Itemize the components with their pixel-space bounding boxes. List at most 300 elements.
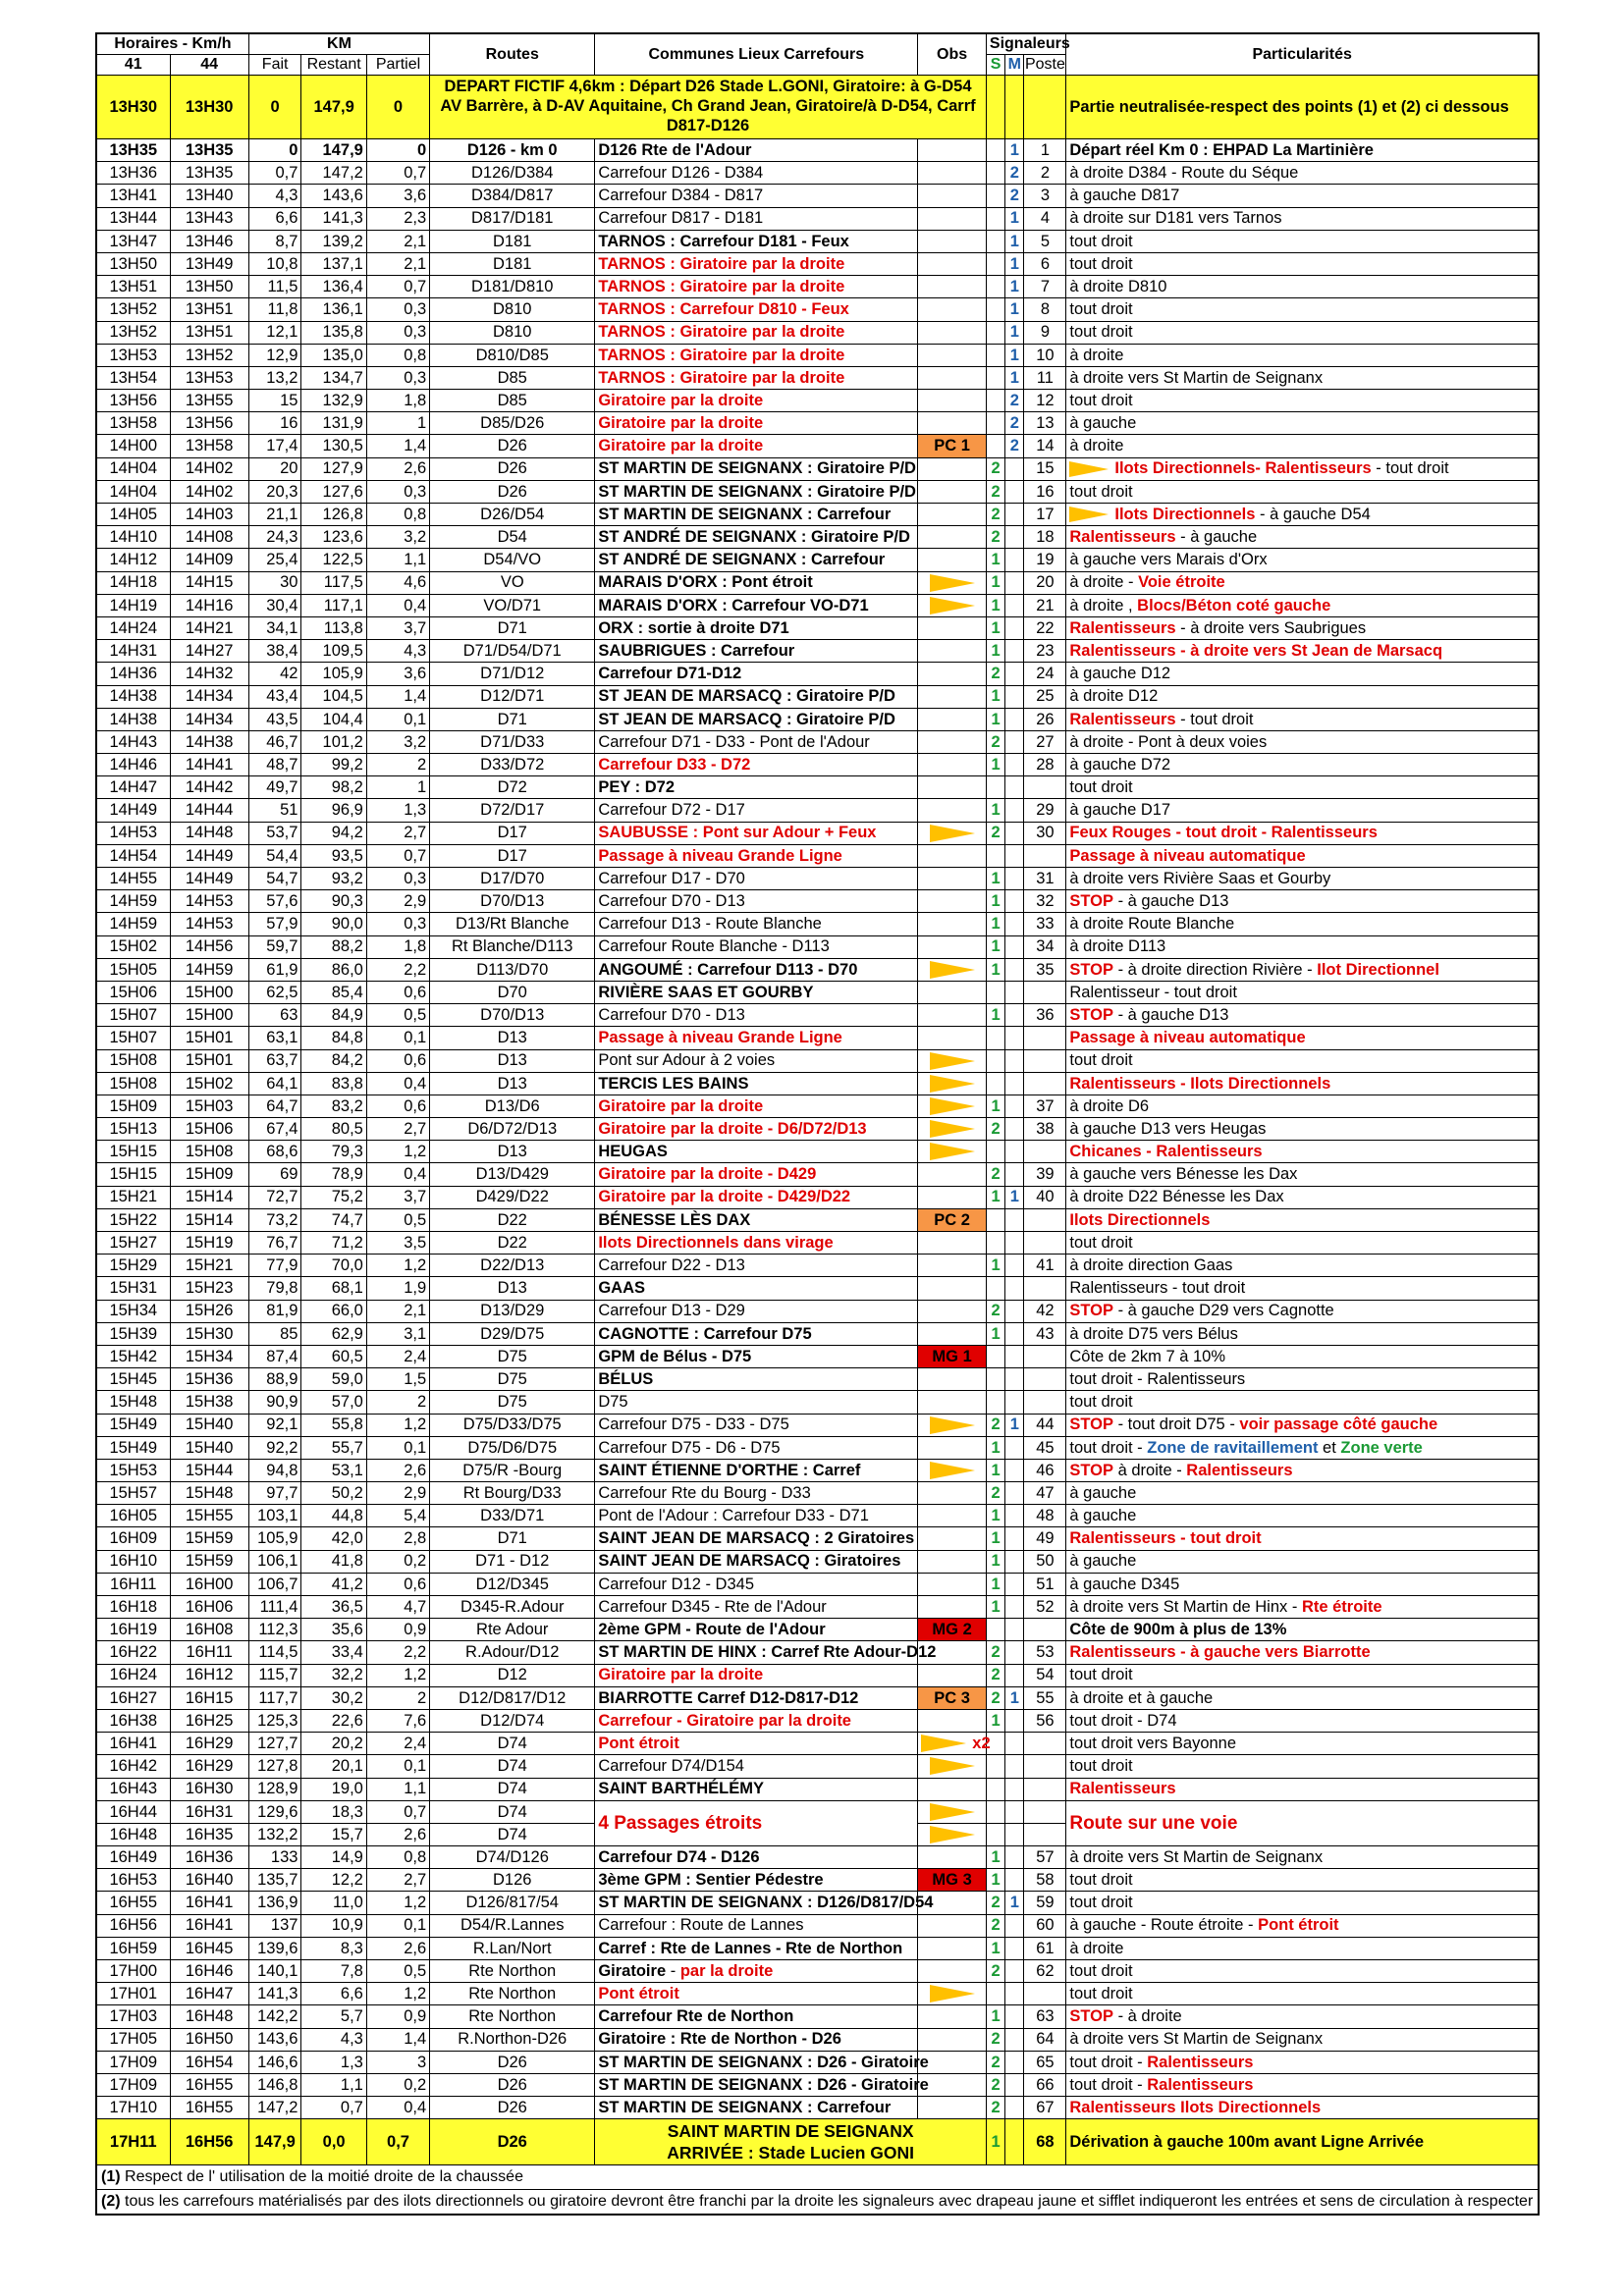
header-horaires: Horaires - Km/h [96, 33, 248, 55]
commune: Carrefour D75 - D6 - D75 [595, 1436, 918, 1459]
km-restant: 41,2 [301, 1573, 366, 1595]
km-fait: 16 [248, 412, 301, 435]
km-restant: 84,8 [301, 1027, 366, 1049]
route: D85/D26 [430, 412, 595, 435]
particularite: tout droit [1066, 1664, 1539, 1686]
signaleur-m [1005, 1505, 1024, 1527]
route: D75 [430, 1391, 595, 1414]
particularite-segment: Ralentisseurs - à gauche vers Biarrotte [1069, 1643, 1371, 1662]
signaleur-m: 2 [1005, 412, 1024, 435]
table-row [96, 776, 1539, 799]
time-44: 15H19 [170, 1232, 248, 1255]
time-41: 15H08 [96, 1049, 170, 1072]
route: Rt Blanche/D113 [430, 935, 595, 958]
time-41: 15H13 [96, 1118, 170, 1141]
route: D810/D85 [430, 344, 595, 366]
obs-cell [918, 685, 987, 708]
particularite: tout droit [1066, 230, 1539, 252]
time-44: 15H40 [170, 1414, 248, 1436]
signaleur-s: 2 [986, 2097, 1004, 2119]
km-restant: 99,2 [301, 754, 366, 776]
commune: Carrefour D33 - D72 [595, 754, 918, 776]
particularite: à gauche [1066, 1505, 1539, 1527]
route: D74/D126 [430, 1846, 595, 1869]
km-partiel: 2,4 [366, 1345, 429, 1367]
km-fait: 114,5 [248, 1641, 301, 1664]
signaleur-m: 2 [1005, 390, 1024, 412]
time-44: 15H09 [170, 1163, 248, 1186]
signaleur-s: 1 [986, 890, 1004, 913]
yellow-flag-icon [930, 1052, 975, 1070]
poste-number [1024, 1208, 1066, 1231]
time-44: 16H40 [170, 1869, 248, 1892]
route: D181 [430, 252, 595, 275]
table-row [96, 1027, 1539, 1049]
particularite: à gauche D17 [1066, 799, 1539, 822]
table-row [96, 435, 1539, 457]
km-fait: 135,7 [248, 1869, 301, 1892]
commune: Passage à niveau Grande Ligne [595, 1027, 918, 1049]
signaleur-m [1005, 890, 1024, 913]
commune: Carrefour D126 - D384 [595, 162, 918, 185]
time-41: 14H18 [96, 571, 170, 594]
obs-cell [918, 868, 987, 890]
km-fait: 105,9 [248, 1527, 301, 1550]
km-restant: 131,9 [301, 412, 366, 435]
time-41: 13H53 [96, 344, 170, 366]
signaleur-s [986, 1072, 1004, 1095]
table-row [96, 2073, 1539, 2096]
table-row [96, 1550, 1539, 1573]
time-41: 14H59 [96, 890, 170, 913]
signaleur-s: 1 [986, 1573, 1004, 1595]
km-fait: 12,1 [248, 321, 301, 344]
commune [595, 1960, 918, 1983]
commune: MARAIS D'ORX : Pont étroit [595, 571, 918, 594]
km-restant: 32,2 [301, 1664, 366, 1686]
km-partiel: 2,2 [366, 958, 429, 981]
poste-number: 49 [1024, 1527, 1066, 1550]
poste-number: 40 [1024, 1186, 1066, 1208]
obs-cell [918, 1505, 987, 1527]
km-fait: 42 [248, 663, 301, 685]
time-41: 13H47 [96, 230, 170, 252]
poste-number: 58 [1024, 1869, 1066, 1892]
particularite: tout droit [1066, 1391, 1539, 1414]
km-restant: 19,0 [301, 1778, 366, 1800]
km-partiel: 0,3 [366, 480, 429, 503]
km-restant: 70,0 [301, 1255, 366, 1277]
km-fait: 127,7 [248, 1733, 301, 1755]
poste-number: 3 [1024, 185, 1066, 207]
route: D71 [430, 616, 595, 639]
signaleur-m [1005, 640, 1024, 663]
route: D384/D817 [430, 185, 595, 207]
poste-number: 21 [1024, 594, 1066, 616]
route: VO [430, 571, 595, 594]
signaleur-s: 2 [986, 1414, 1004, 1436]
particularite: tout droit [1066, 252, 1539, 275]
direction-flag-icon [1069, 461, 1109, 477]
table-row [96, 1800, 1539, 1823]
route: D13 [430, 1072, 595, 1095]
commune: Giratoire par la droite [595, 1095, 918, 1117]
particularite [1066, 1459, 1539, 1481]
km-fait: 24,3 [248, 526, 301, 549]
table-row [96, 230, 1539, 252]
poste-number: 34 [1024, 935, 1066, 958]
time-41: 16H11 [96, 1573, 170, 1595]
route: D26 [430, 480, 595, 503]
time-41: 16H41 [96, 1733, 170, 1755]
poste-number: 1 [1024, 139, 1066, 162]
particularite: tout droit [1066, 1869, 1539, 1892]
km-fait: 63,1 [248, 1027, 301, 1049]
table-row [96, 935, 1539, 958]
km-fait: 11,5 [248, 276, 301, 298]
km-restant: 117,1 [301, 594, 366, 616]
time-44: 16H50 [170, 2028, 248, 2051]
time-44: 15H08 [170, 1141, 248, 1163]
km-fait: 20,3 [248, 480, 301, 503]
km-fait: 81,9 [248, 1300, 301, 1322]
time-44: 15H14 [170, 1208, 248, 1231]
km-restant: 132,9 [301, 390, 366, 412]
table-row [96, 1937, 1539, 1959]
commune: Giratoire par la droite [595, 435, 918, 457]
signaleur-m [1005, 1573, 1024, 1595]
particularite [1066, 571, 1539, 594]
signaleur-s: 1 [986, 1869, 1004, 1892]
km-restant: 6,6 [301, 1983, 366, 2005]
time-41: 14H00 [96, 435, 170, 457]
yellow-flag-icon [930, 1803, 975, 1821]
route: D12/D71 [430, 685, 595, 708]
particularite [1066, 1004, 1539, 1027]
route: D71 - D12 [430, 1550, 595, 1573]
time-41: 16H42 [96, 1755, 170, 1778]
poste-number: 24 [1024, 663, 1066, 685]
obs-cell [918, 276, 987, 298]
time-44: 16H41 [170, 1914, 248, 1937]
signaleur-m [1005, 504, 1024, 526]
signaleur-m [1005, 1232, 1024, 1255]
particularite: tout droit [1066, 1983, 1539, 2005]
time-44: 13H53 [170, 366, 248, 389]
km-restant: 134,7 [301, 366, 366, 389]
particularite: Départ réel Km 0 : EHPAD La Martinière [1066, 139, 1539, 162]
table-row [96, 1869, 1539, 1892]
particularite-segment: voir passage côté gauche [1239, 1415, 1438, 1434]
km-partiel: 0,3 [366, 913, 429, 935]
signaleur-m [1005, 776, 1024, 799]
particularite-segment: Voie étroite [1138, 573, 1225, 592]
km-fait: 51 [248, 799, 301, 822]
km-fait: 21,1 [248, 504, 301, 526]
km-partiel: 1,4 [366, 2028, 429, 2051]
km-restant: 94,2 [301, 822, 366, 844]
particularite: à gauche D13 vers Heugas [1066, 1118, 1539, 1141]
poste-number [1024, 1232, 1066, 1255]
km-partiel: 3,7 [366, 1186, 429, 1208]
finish-h2: 16H56 [170, 2119, 248, 2165]
time-44: 13H51 [170, 298, 248, 321]
km-fait: 57,6 [248, 890, 301, 913]
signaleur-s [986, 981, 1004, 1003]
km-fait: 63 [248, 1004, 301, 1027]
route: D13 [430, 1049, 595, 1072]
signaleur-s [986, 298, 1004, 321]
signaleur-m [1005, 1846, 1024, 1869]
km-restant: 41,8 [301, 1550, 366, 1573]
signaleur-s: 2 [986, 1892, 1004, 1914]
signaleur-s: 2 [986, 1960, 1004, 1983]
km-partiel: 0,3 [366, 298, 429, 321]
table-row [96, 526, 1539, 549]
obs-cell [918, 504, 987, 526]
signaleur-s: 1 [986, 1436, 1004, 1459]
particularite-segment: - à gauche D13 [1117, 892, 1229, 911]
particularite: à gauche vers Bénesse les Dax [1066, 1163, 1539, 1186]
signaleur-s: 1 [986, 1527, 1004, 1550]
time-44: 15H30 [170, 1322, 248, 1345]
particularite-segment: STOP [1069, 892, 1113, 911]
poste-number: 38 [1024, 1118, 1066, 1141]
route: D6/D72/D13 [430, 1118, 595, 1141]
km-partiel: 3,2 [366, 730, 429, 753]
signaleur-s [986, 1049, 1004, 1072]
route: D75/D33/D75 [430, 1414, 595, 1436]
km-partiel: 1,2 [366, 1141, 429, 1163]
route: D13/D429 [430, 1163, 595, 1186]
commune: ST ANDRÉ DE SEIGNANX : Carrefour [595, 549, 918, 571]
table-row [96, 1709, 1539, 1732]
table-row [96, 390, 1539, 412]
poste-number: 28 [1024, 754, 1066, 776]
signaleur-s [986, 344, 1004, 366]
particularite: Ralentisseur - tout droit [1066, 981, 1539, 1003]
particularite [1066, 2097, 1539, 2119]
signaleur-m [1005, 1733, 1024, 1755]
poste-number: 61 [1024, 1937, 1066, 1959]
route: D29/D75 [430, 1322, 595, 1345]
km-partiel: 2,2 [366, 1641, 429, 1664]
km-restant: 35,6 [301, 1619, 366, 1641]
particularite-segment: à droite vers St Martin de Hinx - [1069, 1597, 1302, 1616]
obs-cell [918, 1232, 987, 1255]
particularite-segment: - tout droit [1376, 459, 1449, 478]
commune: Carrefour Rte du Bourg - D33 [595, 1482, 918, 1505]
time-44: 13H52 [170, 344, 248, 366]
time-44: 13H43 [170, 207, 248, 230]
particularite: tout droit [1066, 390, 1539, 412]
km-partiel: 2,1 [366, 1300, 429, 1322]
time-44: 16H45 [170, 1937, 248, 1959]
table-row [96, 1049, 1539, 1072]
table-row [96, 1527, 1539, 1550]
signaleur-m: 2 [1005, 162, 1024, 185]
signaleur-m: 1 [1005, 1686, 1024, 1709]
signaleur-s [986, 1027, 1004, 1049]
table-row [96, 640, 1539, 663]
signaleur-m [1005, 1027, 1024, 1049]
km-fait: 115,7 [248, 1664, 301, 1686]
time-44: 14H42 [170, 776, 248, 799]
time-44: 16H30 [170, 1778, 248, 1800]
time-44: 14H16 [170, 594, 248, 616]
particularite: à gauche [1066, 412, 1539, 435]
route: D33/D72 [430, 754, 595, 776]
km-restant: 143,6 [301, 185, 366, 207]
km-fait: 139,6 [248, 1937, 301, 1959]
commune: ST MARTIN DE SEIGNANX : D126/D817/D54 [595, 1892, 918, 1914]
km-fait: 64,7 [248, 1095, 301, 1117]
time-44: 15H01 [170, 1027, 248, 1049]
commune: Pont de l'Adour : Carrefour D33 - D71 [595, 1505, 918, 1527]
km-restant: 12,2 [301, 1869, 366, 1892]
particularite [1066, 708, 1539, 730]
time-41: 14H38 [96, 708, 170, 730]
route: D12/D817/D12 [430, 1686, 595, 1709]
km-restant: 15,7 [301, 1823, 366, 1845]
km-fait: 106,7 [248, 1573, 301, 1595]
obs-cell [918, 1778, 987, 1800]
km-restant: 135,0 [301, 344, 366, 366]
particularite [1066, 1300, 1539, 1322]
time-41: 16H19 [96, 1619, 170, 1641]
poste-number: 39 [1024, 1163, 1066, 1186]
finish-s: 1 [986, 2119, 1004, 2165]
km-fait: 30,4 [248, 594, 301, 616]
table-row [96, 1686, 1539, 1709]
obs-cell [918, 344, 987, 366]
table-row [96, 663, 1539, 685]
signaleur-m [1005, 1095, 1024, 1117]
km-fait: 61,9 [248, 958, 301, 981]
signaleur-m [1005, 2097, 1024, 2119]
km-fait: 140,1 [248, 1960, 301, 1983]
route: D22/D13 [430, 1255, 595, 1277]
particularite-segment: Ralentisseurs [1069, 528, 1176, 547]
commune: TARNOS : Giratoire par la droite [595, 276, 918, 298]
table-row [96, 2028, 1539, 2051]
obs-cell [918, 1368, 987, 1391]
signaleur-s [986, 1823, 1004, 1845]
signaleur-m [1005, 1960, 1024, 1983]
particularite-segment: Ralentisseurs [1069, 1780, 1176, 1798]
signaleur-s [986, 1983, 1004, 2005]
obs-cell [918, 1550, 987, 1573]
roadbook-sheet [95, 32, 1540, 2216]
commune: Carrefour - Giratoire par la droite [595, 1709, 918, 1732]
km-partiel: 0,1 [366, 1755, 429, 1778]
particularite [1066, 822, 1539, 844]
km-partiel: 2 [366, 1391, 429, 1414]
signaleur-m [1005, 1049, 1024, 1072]
particularite-segment: Ralentisseurs [1069, 710, 1176, 728]
time-44: 16H35 [170, 1823, 248, 1845]
particularite: à droite D384 - Route du Séque [1066, 162, 1539, 185]
poste-number: 43 [1024, 1322, 1066, 1345]
signaleur-m [1005, 480, 1024, 503]
km-partiel: 4,6 [366, 571, 429, 594]
time-44: 14H02 [170, 480, 248, 503]
route: D72 [430, 776, 595, 799]
route: D126 - km 0 [430, 139, 595, 162]
poste-number: 14 [1024, 435, 1066, 457]
km-restant: 136,4 [301, 276, 366, 298]
particularite-segment: tout droit - [1069, 2075, 1148, 2094]
table-row [96, 1322, 1539, 1345]
signaleur-s: 1 [986, 685, 1004, 708]
particularite-segment: Zone verte [1340, 1438, 1423, 1457]
signaleur-s: 1 [986, 1505, 1004, 1527]
time-44: 16H55 [170, 2073, 248, 2096]
km-partiel: 4,7 [366, 1596, 429, 1619]
poste-number: 9 [1024, 321, 1066, 344]
route: D13 [430, 1277, 595, 1300]
time-41: 15H31 [96, 1277, 170, 1300]
km-fait: 133 [248, 1846, 301, 1869]
route: D85 [430, 390, 595, 412]
particularite-segment: Blocs/Béton coté gauche [1137, 596, 1331, 614]
commune: Giratoire par la droite [595, 412, 918, 435]
particularite: à droite vers St Martin de Seignanx [1066, 366, 1539, 389]
route: D26 [430, 2073, 595, 2096]
route: D75/R -Bourg [430, 1459, 595, 1481]
signaleur-s [986, 162, 1004, 185]
poste-number [1024, 1141, 1066, 1163]
time-41: 15H07 [96, 1027, 170, 1049]
signaleur-s: 2 [986, 1163, 1004, 1186]
poste-number: 37 [1024, 1095, 1066, 1117]
particularite: à droite sur D181 vers Tarnos [1066, 207, 1539, 230]
poste-number [1024, 1368, 1066, 1391]
commune: ST MARTIN DE SEIGNANX : D26 - Giratoire [595, 2051, 918, 2073]
time-41: 15H45 [96, 1368, 170, 1391]
table-row [96, 139, 1539, 162]
yellow-flag-icon [930, 1143, 975, 1160]
time-44: 14H48 [170, 822, 248, 844]
signaleur-s [986, 1345, 1004, 1367]
signaleur-s [986, 366, 1004, 389]
time-41: 16H59 [96, 1937, 170, 1959]
poste-number: 33 [1024, 913, 1066, 935]
route: D429/D22 [430, 1186, 595, 1208]
finish-route: D26 [430, 2119, 595, 2165]
start-row [96, 76, 1539, 139]
km-fait: 85 [248, 1322, 301, 1345]
finish-fait: 147,9 [248, 2119, 301, 2165]
signaleur-m [1005, 594, 1024, 616]
commune: BÉNESSE LÈS DAX [595, 1208, 918, 1231]
time-41: 14H04 [96, 480, 170, 503]
obs-cell [918, 616, 987, 639]
poste-number [1024, 1619, 1066, 1641]
pc-badge: PC 3 [918, 1686, 987, 1709]
commune: 2ème GPM - Route de l'Adour [595, 1619, 918, 1641]
signaleur-s [986, 1391, 1004, 1414]
table-row [96, 868, 1539, 890]
route: D54/R.Lannes [430, 1914, 595, 1937]
obs-cell [918, 1322, 987, 1345]
table-row [96, 1459, 1539, 1481]
time-41: 14H54 [96, 844, 170, 867]
start-fait: 0 [248, 76, 301, 139]
km-fait: 73,2 [248, 1208, 301, 1231]
route: D75 [430, 1368, 595, 1391]
km-partiel: 0,3 [366, 366, 429, 389]
